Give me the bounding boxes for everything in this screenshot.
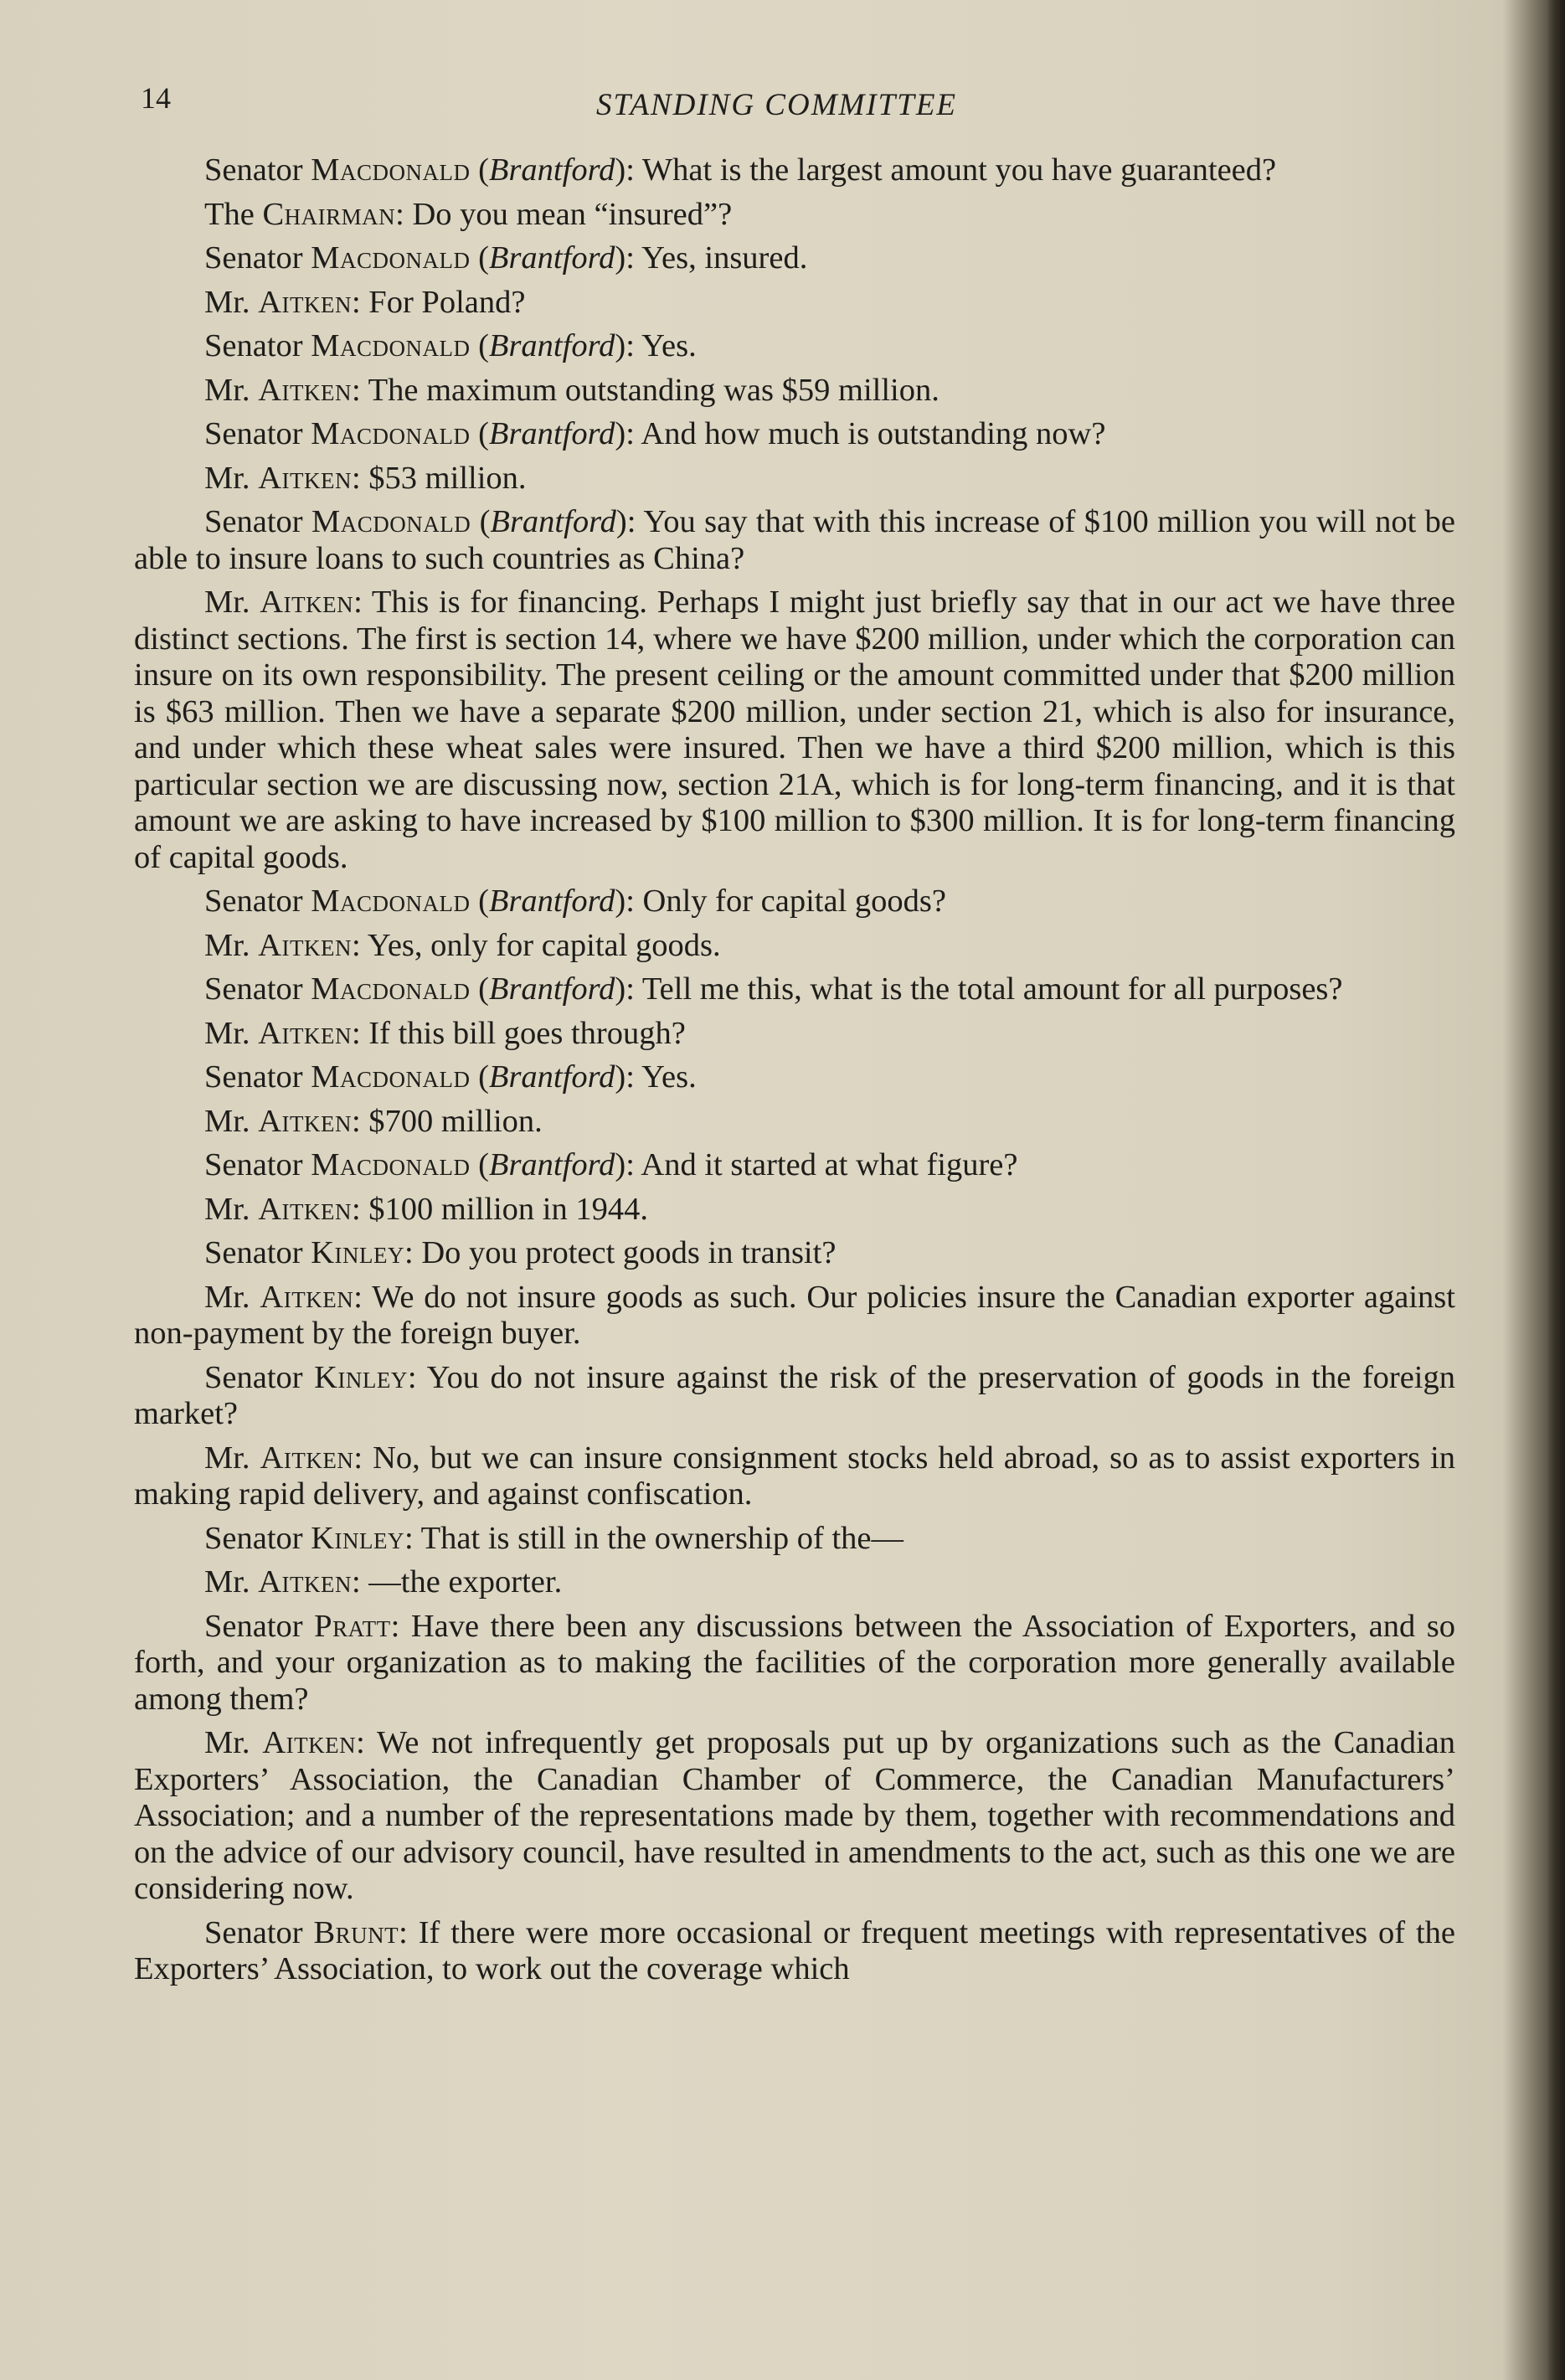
speaker-name: Macdonald	[311, 1059, 471, 1095]
speaker-place: Brantford	[488, 1059, 615, 1095]
speaker-title: Senator	[204, 328, 303, 363]
transcript-paragraph: The Chairman: Do you mean “insured”?	[204, 196, 733, 232]
speech-text: Do you protect goods in transit?	[421, 1235, 837, 1270]
transcript-paragraph: Senator Macdonald (Brantford): Yes, insured.	[204, 240, 808, 276]
speaker-name: Aitken	[258, 460, 352, 496]
speech-text: Yes.	[641, 328, 697, 363]
transcript-paragraph: Senator Brunt: If there were more occasional or frequent meetings with representatives of the Exporters’ Association, to work out the coverage which	[134, 1914, 1455, 1986]
speaker-title: Mr.	[204, 1279, 250, 1315]
speaker-title: Mr.	[204, 585, 250, 620]
speech-text: The maximum outstanding was $59 million.	[368, 372, 940, 408]
speech-text: Yes.	[641, 1059, 697, 1095]
speaker-name: Aitken	[258, 284, 352, 320]
speaker-title: Senator	[204, 1235, 303, 1270]
speech-text: $700 million.	[368, 1103, 543, 1139]
speech-text: $100 million in 1944.	[368, 1191, 648, 1227]
speaker-name: Aitken	[258, 372, 352, 408]
speaker-name: Aitken	[258, 1564, 352, 1600]
speaker-place: Brantford	[488, 328, 615, 363]
speaker-place: Brantford	[488, 971, 615, 1007]
speaker-name: Aitken	[258, 1015, 352, 1051]
transcript-body	[134, 152, 1455, 1996]
speech-text: And it started at what figure?	[641, 1147, 1018, 1182]
transcript-paragraph: Mr. Aitken: This is for financing. Perhaps I might just briefly say that in our act we have three distinct sections. The first is section 14, where we have $200 million, under which the corporation can insure on its own responsibility. The present ceiling or the amount committed under that $200 million is $63 million. Then we have a separate $200 million, under section 21, which is also for insurance, and under which these wheat sales were insured. Then we have a third $200 million, which is this particular section we are discussing now, section 21A, which is for long-term financing, and it is that amount we are asking to have increased by $100 million to $300 million. It is for long-term financing of capital goods.	[134, 585, 1455, 875]
speech-text: You say that with this increase of $100 million you will not be able to insure loans to such countries as China?	[134, 504, 1455, 576]
speaker-place: Brantford	[488, 1147, 615, 1182]
speaker-name: Pratt	[314, 1608, 391, 1644]
speaker-title: Senator	[204, 971, 303, 1007]
transcript-paragraph: Mr. Aitken: $100 million in 1944.	[204, 1191, 648, 1227]
speaker-title: Senator	[204, 152, 303, 188]
transcript-paragraph: Senator Kinley: You do not insure against the risk of the preservation of goods in the foreign market?	[134, 1359, 1455, 1431]
speaker-name: Aitken	[262, 1725, 357, 1760]
speaker-place: Brantford	[488, 416, 615, 451]
speaker-name: Macdonald	[311, 328, 471, 363]
speaker-title: Mr.	[204, 1564, 250, 1600]
speaker-place: Brantford	[488, 883, 615, 919]
speaker-name: Macdonald	[311, 504, 471, 539]
transcript-paragraph: Senator Macdonald (Brantford): And it started at what figure?	[204, 1147, 1018, 1182]
speaker-place: Brantford	[488, 240, 615, 276]
speaker-name: Macdonald	[311, 971, 471, 1007]
transcript-paragraph: Senator Macdonald (Brantford): And how much is outstanding now?	[204, 416, 1106, 451]
speech-text: What is the largest amount you have guaranteed?	[641, 152, 1277, 188]
speaker-name: Chairman	[262, 196, 396, 232]
speaker-name: Macdonald	[311, 1147, 471, 1182]
speaker-title: Senator	[204, 1608, 303, 1644]
transcript-paragraph: Senator Macdonald (Brantford): Tell me this, what is the total amount for all purposes?	[204, 971, 1343, 1007]
speaker-name: Aitken	[258, 1191, 352, 1227]
speaker-name: Macdonald	[311, 240, 471, 276]
speaker-title: Mr.	[204, 460, 250, 496]
speaker-title: Mr.	[204, 927, 250, 963]
speaker-title: Senator	[204, 1520, 303, 1556]
page-header	[141, 80, 1447, 131]
speaker-title: Mr.	[204, 1191, 250, 1227]
speaker-name: Aitken	[258, 1103, 352, 1139]
speech-text: If there were more occasional or frequent meetings with representatives of the Exporters’ Association, to work out the coverage which	[134, 1914, 1455, 1986]
speaker-title: Mr.	[204, 1440, 250, 1476]
speech-text: —the exporter.	[368, 1564, 563, 1600]
speaker-title: Mr.	[204, 1015, 250, 1051]
speech-text: Do you mean “insured”?	[412, 196, 733, 232]
transcript-paragraph: Mr. Aitken: —the exporter.	[204, 1564, 563, 1600]
speech-text: Have there been any discussions between the Association of Exporters, and so forth, and your organization as to making the facilities of the corporation more generally available among them?	[134, 1608, 1455, 1717]
speaker-name: Aitken	[260, 585, 354, 620]
transcript-paragraph: Senator Macdonald (Brantford): You say that with this increase of $100 million you will not be able to insure loans to such countries as China?	[134, 504, 1455, 576]
transcript-paragraph: Senator Macdonald (Brantford): Yes.	[204, 328, 697, 363]
speaker-name: Kinley	[314, 1359, 408, 1395]
transcript-paragraph: Mr. Aitken: We not infrequently get proposals put up by organizations such as the Canadian Exporters’ Association, the Canadian Chamber of Commerce, the Canadian Manufacturers’ Association; and a number of the representations made by them, together with recommendations and on the advice of our advisory council, have resulted in amendments to the act, such as this one we are considering now.	[134, 1725, 1455, 1906]
speaker-name: Macdonald	[311, 416, 471, 451]
speaker-title: Senator	[204, 416, 303, 451]
speaker-name: Macdonald	[311, 883, 471, 919]
speech-text: We not infrequently get proposals put up by organizations such as the Canadian Exporters’ Association, the Canadian Chamber of Commerce, the Canadian Manufacturers’ Association; and a number of the representations made by them, together with recommendations and on the advice of our advisory council, have resulted in amendments to the act, such as this one we are considering now.	[134, 1725, 1455, 1906]
speech-text: That is still in the ownership of the—	[420, 1520, 904, 1556]
transcript-paragraph: Mr. Aitken: $53 million.	[204, 460, 527, 496]
page-edge-shadow	[1547, 0, 1565, 2380]
speaker-title: Mr.	[204, 1103, 250, 1139]
speech-text: Only for capital goods?	[642, 883, 946, 919]
speaker-title: Senator	[204, 1059, 303, 1095]
speaker-place: Brantford	[490, 504, 616, 539]
speaker-name: Macdonald	[311, 152, 471, 188]
speaker-title: The	[204, 196, 255, 232]
transcript-paragraph: Senator Kinley: Do you protect goods in transit?	[204, 1235, 837, 1270]
speaker-title: Senator	[204, 504, 303, 539]
running-head: STANDING COMMITTEE	[596, 88, 958, 122]
transcript-paragraph: Mr. Aitken: Yes, only for capital goods.	[204, 927, 721, 963]
speaker-title: Senator	[204, 1147, 303, 1182]
speech-text: We do not insure goods as such. Our policies insure the Canadian exporter against non-payment by the foreign buyer.	[134, 1279, 1455, 1351]
speech-text: For Poland?	[368, 284, 526, 320]
speaker-title: Mr.	[204, 1725, 250, 1760]
speech-text: Yes, only for capital goods.	[367, 927, 721, 963]
speech-text: And how much is outstanding now?	[641, 416, 1106, 451]
speech-text: $53 million.	[368, 460, 527, 496]
transcript-paragraph: Senator Macdonald (Brantford): What is the largest amount you have guaranteed?	[204, 152, 1277, 188]
speech-text: Yes, insured.	[641, 240, 808, 276]
speech-text: This is for financing. Perhaps I might just briefly say that in our act we have three distinct sections. The first is section 14, where we have $200 million, under which the corporation can insure on its own responsibility. The present ceiling or the amount committed under that $200 million is $63 million. Then we have a separate $200 million, under section 21, which is also for insurance, and under which these wheat sales were insured. Then we have a third $200 million, which is this particular section we are discussing now, section 21A, which is for long-term financing, and it is that amount we are asking to have increased by $100 million to $300 million. It is for long-term financing of capital goods.	[134, 585, 1455, 875]
transcript-paragraph: Mr. Aitken: For Poland?	[204, 284, 526, 320]
transcript-paragraph: Senator Pratt: Have there been any discussions between the Association of Exporters, and so forth, and your organization as to making the facilities of the corporation more generally available among them?	[134, 1608, 1455, 1717]
transcript-paragraph: Senator Macdonald (Brantford): Only for capital goods?	[204, 883, 946, 919]
speaker-title: Senator	[204, 883, 303, 919]
speaker-name: Kinley	[311, 1520, 405, 1556]
transcript-paragraph: Mr. Aitken: If this bill goes through?	[204, 1015, 686, 1051]
page-number: 14	[141, 81, 171, 115]
speaker-title: Senator	[204, 240, 303, 276]
transcript-paragraph: Mr. Aitken: We do not insure goods as such. Our policies insure the Canadian exporter against non-payment by the foreign buyer.	[134, 1279, 1455, 1351]
speaker-name: Brunt	[313, 1914, 399, 1950]
speaker-title: Mr.	[204, 372, 250, 408]
speech-text: No, but we can insure consignment stocks held abroad, so as to assist exporters in making rapid delivery, and against confiscation.	[134, 1440, 1456, 1512]
speech-text: Tell me this, what is the total amount for all purposes?	[641, 971, 1343, 1007]
speaker-name: Aitken	[260, 1279, 354, 1315]
speaker-title: Senator	[204, 1914, 303, 1950]
speaker-title: Senator	[204, 1359, 303, 1395]
transcript-paragraph: Mr. Aitken: The maximum outstanding was $59 million.	[204, 372, 940, 408]
transcript-paragraph: Mr. Aitken: $700 million.	[204, 1103, 543, 1139]
transcript-paragraph: Senator Kinley: That is still in the ownership of the—	[204, 1520, 904, 1556]
transcript-paragraph: Mr. Aitken: No, but we can insure consignment stocks held abroad, so as to assist exporters in making rapid delivery, and against confiscation.	[134, 1440, 1456, 1512]
speaker-title: Mr.	[204, 284, 250, 320]
speaker-name: Aitken	[260, 1440, 354, 1476]
speaker-name: Kinley	[311, 1235, 405, 1270]
speech-text: You do not insure against the risk of the preservation of goods in the foreign market?	[134, 1359, 1455, 1431]
speaker-place: Brantford	[488, 152, 615, 188]
speech-text: If this bill goes through?	[368, 1015, 686, 1051]
speaker-name: Aitken	[258, 927, 352, 963]
transcript-paragraph: Senator Macdonald (Brantford): Yes.	[204, 1059, 697, 1095]
